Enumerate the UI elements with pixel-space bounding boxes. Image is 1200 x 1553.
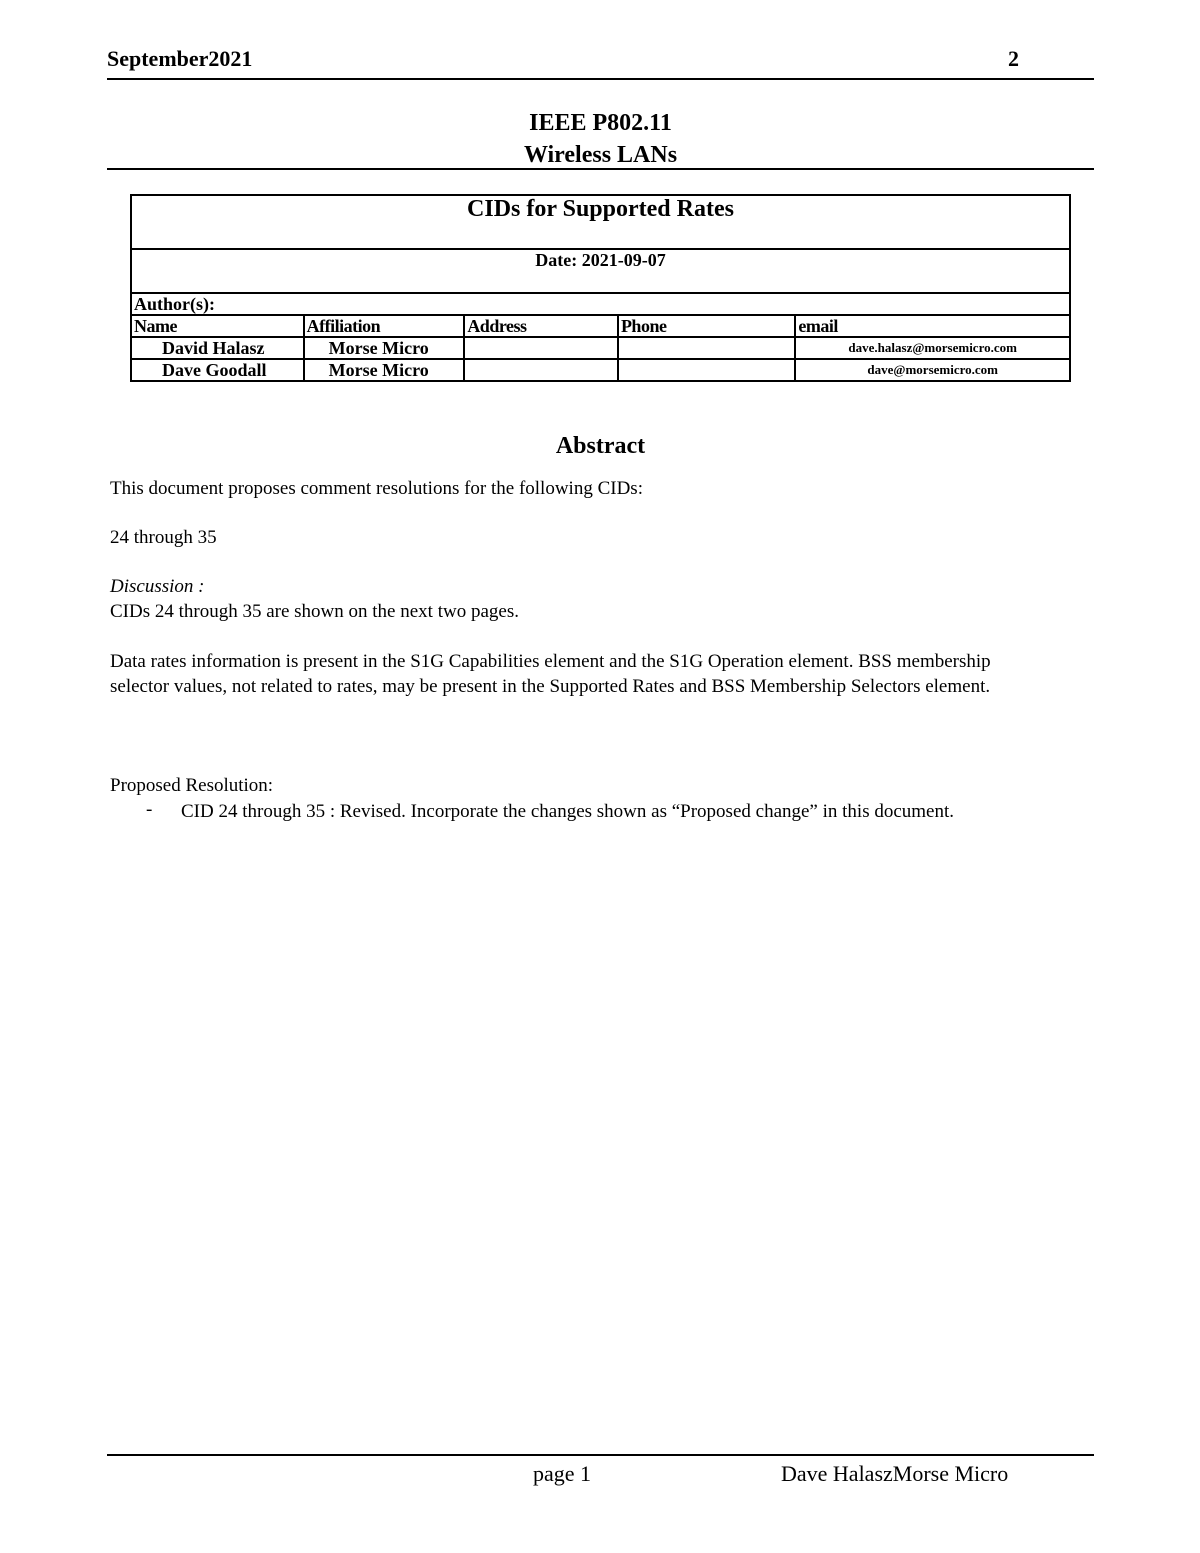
header-rule — [107, 78, 1094, 80]
resolution-item: CID 24 through 35 : Revised. Incorporate the changes shown as “Proposed change” in this document. — [181, 801, 955, 822]
column-header-name: Name — [131, 315, 304, 337]
data-rates-paragraph: Data rates information is present in the S1G Capabilities element and the S1G Operation element. BSS membership selector values, not related to rates, may be present in the Supported Rates and BSS Membership Selectors element. — [110, 651, 991, 697]
author-row — [131, 359, 1070, 381]
authors-header-row — [131, 315, 1070, 337]
author-address — [464, 359, 618, 381]
author-phone — [618, 359, 795, 381]
author-affiliation: Morse Micro — [304, 337, 465, 359]
discussion-label: Discussion : — [110, 576, 205, 597]
abstract-heading: Abstract — [555, 433, 646, 459]
document-title: CIDs for Supported Rates — [131, 195, 1070, 249]
column-header-email: email — [795, 315, 1070, 337]
org-title: IEEE P802.11 — [529, 110, 672, 136]
org-subtitle: Wireless LANs — [523, 142, 678, 168]
abstract-intro: This document proposes comment resolutions for the following CIDs: — [110, 478, 643, 499]
footer-author: Dave HalaszMorse Micro — [781, 1461, 1009, 1486]
title-rule — [107, 168, 1094, 170]
author-email: dave.halasz@morsemicro.com — [795, 337, 1070, 359]
authors-label: Author(s): — [131, 293, 1070, 315]
author-affiliation: Morse Micro — [304, 359, 465, 381]
author-name: Dave Goodall — [131, 359, 304, 381]
author-row — [131, 337, 1070, 359]
column-header-affiliation: Affiliation — [304, 315, 465, 337]
column-header-phone: Phone — [618, 315, 795, 337]
resolution-label: Proposed Resolution: — [110, 775, 274, 796]
header-date: September2021 — [107, 46, 253, 71]
cover-table — [130, 194, 1071, 382]
header-doc-number: 2 — [1008, 46, 1019, 71]
document-date: Date: 2021-09-07 — [131, 249, 1070, 293]
bullet-marker: - — [146, 799, 153, 820]
footer-rule — [107, 1454, 1094, 1456]
author-address — [464, 337, 618, 359]
author-email: dave@morsemicro.com — [795, 359, 1070, 381]
column-header-address: Address — [464, 315, 618, 337]
discussion-text: CIDs 24 through 35 are shown on the next two pages. — [110, 601, 519, 622]
author-name: David Halasz — [131, 337, 304, 359]
cid-range: 24 through 35 — [110, 527, 217, 548]
footer-page-number: page 1 — [533, 1461, 592, 1486]
author-phone — [618, 337, 795, 359]
